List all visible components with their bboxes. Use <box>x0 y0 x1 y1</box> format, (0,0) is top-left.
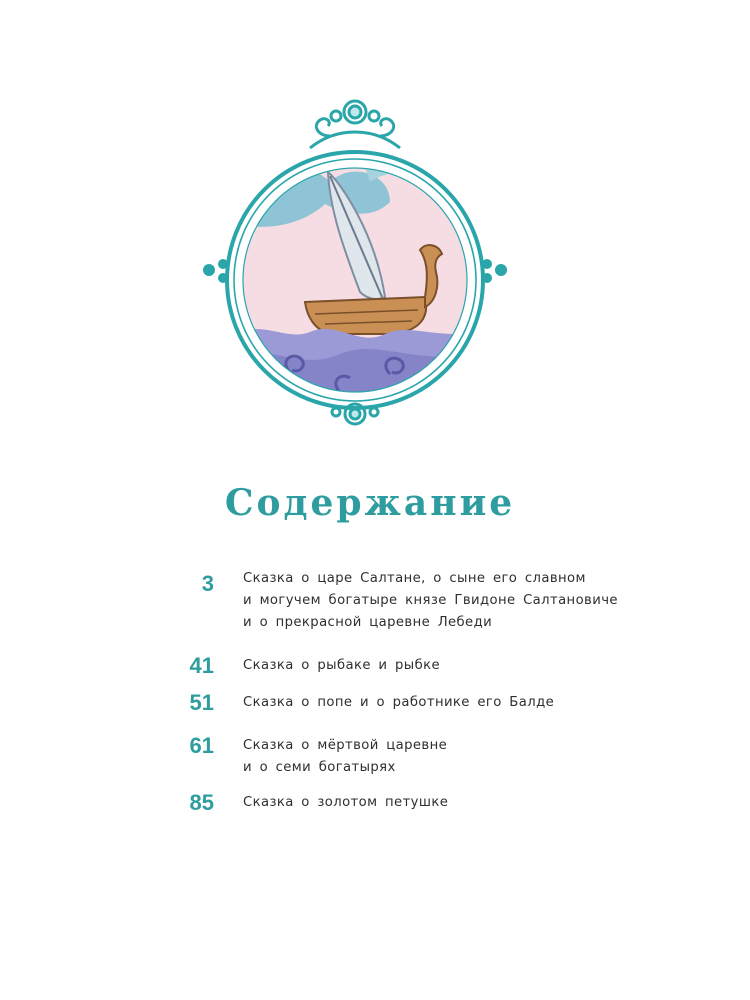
ship-illustration <box>190 92 520 432</box>
toc-line: и о семи богатырях <box>243 760 396 775</box>
toc-title-text <box>243 568 723 634</box>
toc-line: и о прекрасной царевне Лебеди <box>243 615 493 630</box>
toc-title-text <box>243 792 723 814</box>
toc-title-text <box>243 655 723 677</box>
toc-line: Сказка о мёртвой царевне <box>243 738 448 753</box>
toc-page-number: 85 <box>189 790 214 815</box>
toc-title-text <box>243 735 723 779</box>
toc-line: и могучем богатыре князе Гвидоне Салтановиче <box>243 593 618 608</box>
toc-page-number: 3 <box>201 571 214 596</box>
toc-line: Сказка о попе и о работнике его Балде <box>243 695 555 710</box>
frame-top-ornament <box>310 101 400 148</box>
toc-line: Сказка о золотом петушке <box>243 795 449 810</box>
toc-title-text <box>243 692 723 714</box>
toc-line: Сказка о рыбаке и рыбке <box>243 658 440 673</box>
toc-page-number: 41 <box>189 653 214 678</box>
page-title: Содержание <box>224 482 516 524</box>
toc-page-number: 51 <box>189 690 214 715</box>
toc-line: Сказка о царе Салтане, о сыне его славном <box>243 571 586 586</box>
toc-page-number: 61 <box>189 733 214 758</box>
